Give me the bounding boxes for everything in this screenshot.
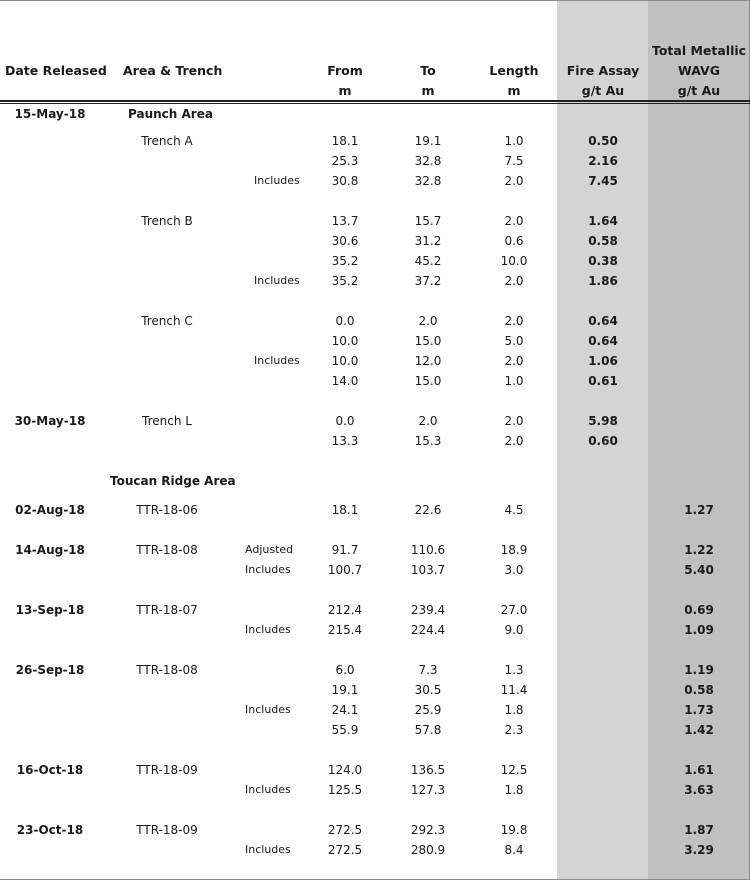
from-cell: 25.3 xyxy=(331,154,359,168)
trench-cell: Trench C xyxy=(141,314,193,328)
fire-assay-cell: 0.58 xyxy=(588,234,618,248)
from-cell: 18.1 xyxy=(331,503,359,517)
to-cell: 15.7 xyxy=(414,214,442,228)
interval-note-cell: Includes xyxy=(245,623,291,636)
length-cell: 5.0 xyxy=(504,334,524,348)
from-cell: 6.0 xyxy=(335,663,355,677)
area-heading: Toucan Ridge Area xyxy=(110,474,236,488)
total-metallic-cell: 3.63 xyxy=(684,783,714,797)
header-rule xyxy=(0,100,750,102)
trench-cell: Trench B xyxy=(141,214,193,228)
from-cell: 124.0 xyxy=(327,763,363,777)
header-length: Length xyxy=(489,63,539,78)
from-cell: 100.7 xyxy=(327,563,363,577)
to-cell: 103.7 xyxy=(410,563,446,577)
interval-note-cell: Includes xyxy=(254,354,300,367)
fire-assay-cell: 0.60 xyxy=(588,434,618,448)
from-cell: 19.1 xyxy=(331,683,359,697)
from-cell: 24.1 xyxy=(331,703,359,717)
fire-assay-cell: 7.45 xyxy=(588,174,618,188)
to-cell: 292.3 xyxy=(410,823,446,837)
from-cell: 212.4 xyxy=(327,603,363,617)
to-cell: 15.0 xyxy=(414,374,442,388)
length-cell: 1.3 xyxy=(504,663,524,677)
total-metallic-cell: 1.27 xyxy=(684,503,714,517)
date-cell: 30-May-18 xyxy=(14,414,86,428)
fire-assay-cell: 0.64 xyxy=(588,314,618,328)
to-cell: 31.2 xyxy=(414,234,442,248)
to-cell: 45.2 xyxy=(414,254,442,268)
length-cell: 1.0 xyxy=(504,134,524,148)
to-cell: 15.3 xyxy=(414,434,442,448)
interval-note-cell: Adjusted xyxy=(245,543,294,556)
header-fire-assay-unit: g/t Au xyxy=(581,83,625,98)
from-cell: 35.2 xyxy=(331,274,359,288)
from-cell: 10.0 xyxy=(331,334,359,348)
trench-cell: TTR-18-07 xyxy=(136,603,198,617)
from-cell: 13.3 xyxy=(331,434,359,448)
header-wavg: WAVG xyxy=(678,63,720,78)
to-cell: 25.9 xyxy=(414,703,442,717)
header-total-metallic: Total Metallic xyxy=(651,43,747,58)
trench-cell: TTR-18-09 xyxy=(136,763,198,777)
from-cell: 30.6 xyxy=(331,234,359,248)
total-metallic-cell: 1.87 xyxy=(684,823,714,837)
length-cell: 2.0 xyxy=(504,414,524,428)
total-metallic-cell: 1.61 xyxy=(684,763,714,777)
date-cell: 23-Oct-18 xyxy=(16,823,84,837)
to-cell: 37.2 xyxy=(414,274,442,288)
date-cell: 13-Sep-18 xyxy=(15,603,85,617)
from-cell: 10.0 xyxy=(331,354,359,368)
date-cell: 26-Sep-18 xyxy=(15,663,85,677)
frame-top-border xyxy=(0,0,750,1)
interval-note-cell: Includes xyxy=(245,783,291,796)
from-cell: 272.5 xyxy=(327,843,363,857)
to-cell: 22.6 xyxy=(414,503,442,517)
from-cell: 30.8 xyxy=(331,174,359,188)
total-metallic-cell: 0.69 xyxy=(684,603,714,617)
from-cell: 125.5 xyxy=(327,783,363,797)
header-to: To xyxy=(420,63,436,78)
date-cell: 14-Aug-18 xyxy=(15,543,85,557)
total-metallic-cell: 1.73 xyxy=(684,703,714,717)
length-cell: 1.8 xyxy=(504,783,524,797)
total-metallic-cell: 0.58 xyxy=(684,683,714,697)
header-to-unit: m xyxy=(421,83,435,98)
fire-assay-cell: 1.06 xyxy=(588,354,618,368)
length-cell: 8.4 xyxy=(504,843,524,857)
to-cell: 19.1 xyxy=(414,134,442,148)
date-cell: 02-Aug-18 xyxy=(15,503,85,517)
length-cell: 7.5 xyxy=(504,154,524,168)
length-cell: 1.8 xyxy=(504,703,524,717)
length-cell: 2.0 xyxy=(504,314,524,328)
to-cell: 110.6 xyxy=(410,543,446,557)
length-cell: 27.0 xyxy=(500,603,528,617)
to-cell: 280.9 xyxy=(410,843,446,857)
total-metallic-column-band xyxy=(648,0,750,880)
from-cell: 91.7 xyxy=(331,543,359,557)
from-cell: 272.5 xyxy=(327,823,363,837)
to-cell: 57.8 xyxy=(414,723,442,737)
length-cell: 19.8 xyxy=(500,823,528,837)
length-cell: 18.9 xyxy=(500,543,528,557)
length-cell: 4.5 xyxy=(504,503,524,517)
to-cell: 2.0 xyxy=(418,414,438,428)
length-cell: 2.0 xyxy=(504,214,524,228)
trench-cell: TTR-18-08 xyxy=(136,663,198,677)
fire-assay-cell: 1.64 xyxy=(588,214,618,228)
fire-assay-cell: 0.50 xyxy=(588,134,618,148)
to-cell: 2.0 xyxy=(418,314,438,328)
header-fire-assay: Fire Assay xyxy=(566,63,640,78)
length-cell: 3.0 xyxy=(504,563,524,577)
length-cell: 12.5 xyxy=(500,763,528,777)
interval-note-cell: Includes xyxy=(245,563,291,576)
total-metallic-cell: 1.22 xyxy=(684,543,714,557)
from-cell: 0.0 xyxy=(335,314,355,328)
to-cell: 7.3 xyxy=(418,663,438,677)
header-from-unit: m xyxy=(338,83,352,98)
fire-assay-cell: 2.16 xyxy=(588,154,618,168)
length-cell: 2.0 xyxy=(504,354,524,368)
total-metallic-cell: 1.09 xyxy=(684,623,714,637)
to-cell: 136.5 xyxy=(410,763,446,777)
to-cell: 224.4 xyxy=(410,623,446,637)
to-cell: 32.8 xyxy=(414,154,442,168)
length-cell: 2.0 xyxy=(504,434,524,448)
to-cell: 127.3 xyxy=(410,783,446,797)
from-cell: 35.2 xyxy=(331,254,359,268)
from-cell: 13.7 xyxy=(331,214,359,228)
length-cell: 9.0 xyxy=(504,623,524,637)
from-cell: 18.1 xyxy=(331,134,359,148)
total-metallic-cell: 1.19 xyxy=(684,663,714,677)
length-cell: 11.4 xyxy=(500,683,528,697)
fire-assay-cell: 0.61 xyxy=(588,374,618,388)
interval-note-cell: Includes xyxy=(254,274,300,287)
from-cell: 215.4 xyxy=(327,623,363,637)
to-cell: 12.0 xyxy=(414,354,442,368)
interval-note-cell: Includes xyxy=(254,174,300,187)
trench-cell: TTR-18-08 xyxy=(136,543,198,557)
length-cell: 0.6 xyxy=(504,234,524,248)
to-cell: 32.8 xyxy=(414,174,442,188)
length-cell: 2.0 xyxy=(504,274,524,288)
fire-assay-cell: 5.98 xyxy=(588,414,618,428)
trench-cell: Trench A xyxy=(141,134,193,148)
trench-cell: Trench L xyxy=(142,414,192,428)
interval-note-cell: Includes xyxy=(245,843,291,856)
total-metallic-cell: 1.42 xyxy=(684,723,714,737)
fire-assay-cell: 1.86 xyxy=(588,274,618,288)
header-length-unit: m xyxy=(507,83,521,98)
fire-assay-cell: 0.64 xyxy=(588,334,618,348)
total-metallic-cell: 3.29 xyxy=(684,843,714,857)
date-cell: 15-May-18 xyxy=(14,107,86,121)
to-cell: 239.4 xyxy=(410,603,446,617)
from-cell: 0.0 xyxy=(335,414,355,428)
to-cell: 15.0 xyxy=(414,334,442,348)
trench-cell: TTR-18-09 xyxy=(136,823,198,837)
header-date-released: Date Released xyxy=(5,63,107,78)
length-cell: 1.0 xyxy=(504,374,524,388)
total-metallic-cell: 5.40 xyxy=(684,563,714,577)
header-from: From xyxy=(327,63,363,78)
from-cell: 14.0 xyxy=(331,374,359,388)
header-area-trench: Area & Trench xyxy=(123,63,223,78)
interval-note-cell: Includes xyxy=(245,703,291,716)
header-rule-thin xyxy=(0,103,750,104)
date-cell: 16-Oct-18 xyxy=(16,763,84,777)
header-total-unit: g/t Au xyxy=(677,83,721,98)
length-cell: 2.0 xyxy=(504,174,524,188)
to-cell: 30.5 xyxy=(414,683,442,697)
trench-cell: TTR-18-06 xyxy=(136,503,198,517)
length-cell: 2.3 xyxy=(504,723,524,737)
length-cell: 10.0 xyxy=(500,254,528,268)
from-cell: 55.9 xyxy=(331,723,359,737)
fire-assay-cell: 0.38 xyxy=(588,254,618,268)
area-heading: Paunch Area xyxy=(128,107,213,121)
